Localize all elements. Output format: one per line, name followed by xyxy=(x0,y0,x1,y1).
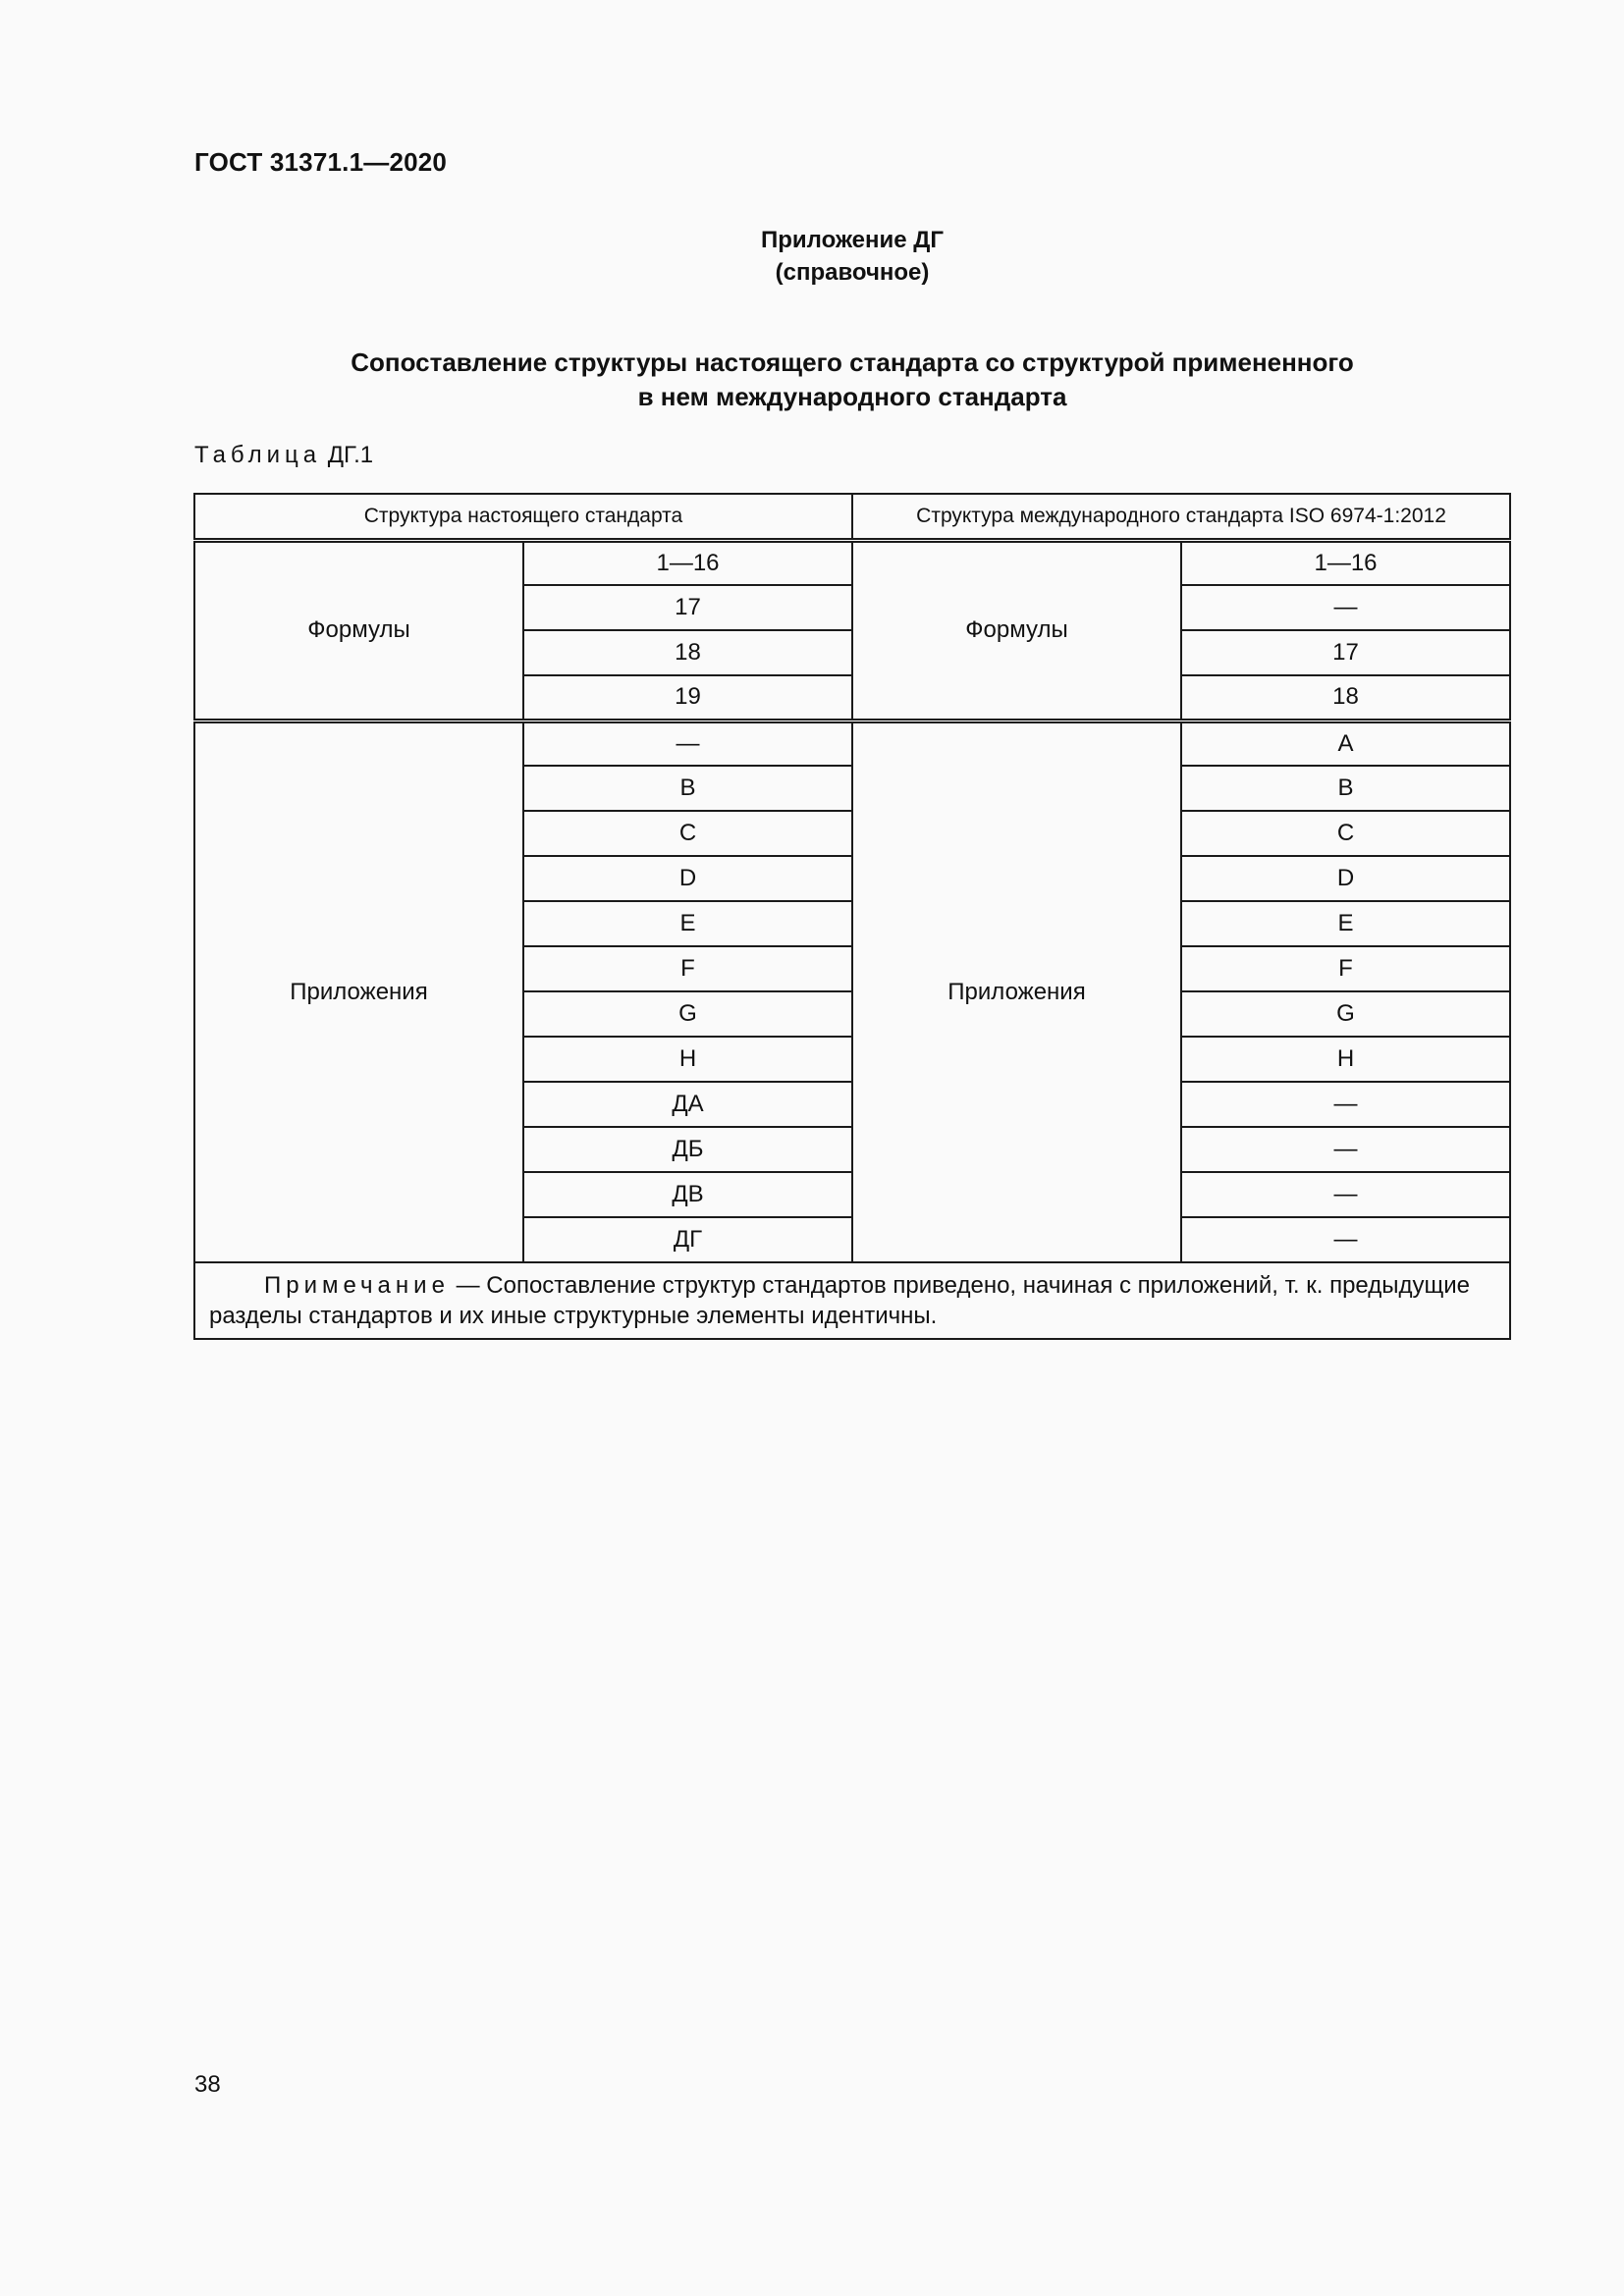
table-note xyxy=(194,1262,1510,1339)
appendix-title: Приложение ДГ xyxy=(761,227,944,253)
comparison-table-wrapper xyxy=(193,493,1511,1340)
cell-international-element: — xyxy=(1181,585,1510,630)
cell-international-element: 17 xyxy=(1181,630,1510,675)
header-national-structure: Структура настоящего стандарта xyxy=(194,494,852,540)
group-label-international: Формулы xyxy=(852,540,1181,721)
cell-national-element: D xyxy=(523,856,852,901)
table-label-prefix: Таблица xyxy=(194,442,322,468)
cell-national-element: ДБ xyxy=(523,1127,852,1172)
cell-national-element: 18 xyxy=(523,630,852,675)
cell-national-element: 19 xyxy=(523,675,852,721)
cell-national-element: F xyxy=(523,946,852,991)
cell-national-element: ДА xyxy=(523,1082,852,1127)
cell-national-element: C xyxy=(523,811,852,856)
table-row xyxy=(194,721,1510,766)
note-text: — Сопоставление структур стандартов приведено, начиная с приложений, т. к. предыдущие разделы стандартов и их иные структурные элементы идентичны. xyxy=(209,1272,1471,1329)
cell-international-element: B xyxy=(1181,766,1510,811)
page-title-line-1: Сопоставление структуры настоящего стандарта со структурой примененного xyxy=(351,347,1354,377)
cell-national-element: E xyxy=(523,901,852,946)
page-title-line-2: в нем международного стандарта xyxy=(637,382,1067,411)
cell-national-element: 1—16 xyxy=(523,540,852,585)
cell-national-element: ДВ xyxy=(523,1172,852,1217)
cell-international-element: E xyxy=(1181,901,1510,946)
cell-national-element: — xyxy=(523,721,852,766)
cell-national-element: 17 xyxy=(523,585,852,630)
cell-national-element: H xyxy=(523,1037,852,1082)
table-group-appendices xyxy=(194,721,1510,1262)
table-label-id: ДГ.1 xyxy=(327,442,374,468)
cell-international-element: C xyxy=(1181,811,1510,856)
cell-international-element: 1—16 xyxy=(1181,540,1510,585)
group-label-national: Приложения xyxy=(194,721,523,1262)
group-label-international: Приложения xyxy=(852,721,1181,1262)
cell-international-element: — xyxy=(1181,1217,1510,1262)
cell-international-element: 18 xyxy=(1181,675,1510,721)
cell-international-element: — xyxy=(1181,1172,1510,1217)
cell-international-element: G xyxy=(1181,991,1510,1037)
note-prefix: Примечание xyxy=(264,1272,450,1299)
table-label xyxy=(194,442,373,469)
cell-international-element: H xyxy=(1181,1037,1510,1082)
appendix-heading xyxy=(194,224,1510,289)
group-label-national: Формулы xyxy=(194,540,523,721)
cell-international-element: D xyxy=(1181,856,1510,901)
page-number: 38 xyxy=(194,2071,221,2098)
table-row xyxy=(194,540,1510,585)
cell-national-element: ДГ xyxy=(523,1217,852,1262)
cell-international-element: — xyxy=(1181,1082,1510,1127)
cell-international-element: F xyxy=(1181,946,1510,991)
cell-national-element: G xyxy=(523,991,852,1037)
table-note-row xyxy=(194,1262,1510,1339)
comparison-table xyxy=(193,493,1511,1340)
appendix-kind: (справочное) xyxy=(775,259,930,286)
cell-international-element: A xyxy=(1181,721,1510,766)
cell-international-element: — xyxy=(1181,1127,1510,1172)
header-international-structure: Структура международного стандарта ISO 6974-1:2012 xyxy=(852,494,1510,540)
table-header-row xyxy=(194,494,1510,540)
table-group-formulas xyxy=(194,540,1510,721)
page-title xyxy=(194,346,1510,414)
cell-national-element: B xyxy=(523,766,852,811)
document-code: ГОСТ 31371.1—2020 xyxy=(194,147,448,177)
